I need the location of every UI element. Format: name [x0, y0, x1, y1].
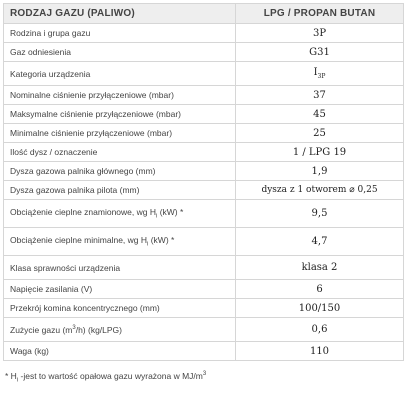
row-value: 6 [236, 280, 404, 299]
label-superscript: 3 [72, 324, 76, 331]
table-row [4, 105, 404, 124]
row-label: Rodzina i grupa gazu [4, 24, 236, 43]
row-label: Nominalne ciśnienie przyłączeniowe (mbar) [4, 86, 236, 105]
row-value: 110 [236, 342, 404, 361]
table-row [4, 181, 404, 200]
table-row [4, 299, 404, 318]
table-row [4, 162, 404, 181]
footnote-text: -jest to wartość opałowa gazu wyrażona w MJ/m [18, 371, 203, 381]
table-row [4, 86, 404, 105]
row-label: Waga (kg) [4, 342, 236, 361]
label-text: Zużycie gazu (m [10, 324, 73, 335]
category-main: I [313, 67, 318, 78]
table-header-row [4, 4, 404, 24]
row-label: Dysza gazowa palnika głównego (mm) [4, 162, 236, 181]
row-label: Napięcie zasilania (V) [4, 280, 236, 299]
label-text: Obciążenie cieplne minimalne, wg H [10, 235, 148, 246]
specifications-table [3, 3, 404, 361]
row-label: Kategoria urządzenia [4, 62, 236, 86]
row-label: Gaz odniesienia [4, 43, 236, 62]
row-label: Minimalne ciśnienie przyłączeniowe (mbar) [4, 124, 236, 143]
row-value: 1,9 [236, 162, 404, 181]
label-text-suffix: (kW) * [148, 235, 175, 246]
table-row [4, 124, 404, 143]
table-row [4, 228, 404, 256]
row-label [4, 228, 236, 256]
header-lpg-propane-butane: LPG / PROPAN BUTAN [236, 4, 404, 24]
table-row [4, 143, 404, 162]
header-gas-type: RODZAJ GAZU (PALIWO) [4, 4, 236, 24]
row-label: Ilość dysz / oznaczenie [4, 143, 236, 162]
row-value: 3P [236, 24, 404, 43]
label-text-suffix: (kW) * [157, 207, 184, 218]
label-subscript: i [147, 241, 149, 248]
row-value: 1 / LPG 19 [236, 143, 404, 162]
label-text: Obciążenie cieplne znamionowe, wg H [10, 207, 156, 218]
row-label: Maksymalne ciśnienie przyłączeniowe (mbar) [4, 105, 236, 124]
row-value: 25 [236, 124, 404, 143]
row-value: 45 [236, 105, 404, 124]
table-row [4, 318, 404, 342]
category-subscript: 3P [317, 73, 326, 80]
footnote [5, 371, 206, 384]
footnote-superscript: 3 [202, 371, 207, 378]
footnote-asterisk: * H [5, 371, 17, 381]
row-value: 4,7 [236, 228, 404, 256]
row-value: dysza z 1 otworem ⌀ 0,25 [236, 181, 404, 200]
row-label: Przekrój komina koncentrycznego (mm) [4, 299, 236, 318]
label-text-suffix: /h) (kg/LPG) [75, 324, 122, 335]
row-value: klasa 2 [236, 256, 404, 280]
table-row [4, 342, 404, 361]
row-label: Klasa sprawności urządzenia [4, 256, 236, 280]
footnote-subscript: i [16, 377, 19, 384]
table-row [4, 280, 404, 299]
row-value: 9,5 [236, 200, 404, 228]
row-value: G31 [236, 43, 404, 62]
row-label [4, 200, 236, 228]
row-label: Dysza gazowa palnika pilota (mm) [4, 181, 236, 200]
row-value: 0,6 [236, 318, 404, 342]
row-value: 37 [236, 86, 404, 105]
table-row [4, 24, 404, 43]
row-value: 100/150 [236, 299, 404, 318]
table-row [4, 256, 404, 280]
table-row [4, 43, 404, 62]
label-subscript: i [156, 213, 158, 220]
table-row [4, 200, 404, 228]
row-value [236, 62, 404, 86]
row-label [4, 318, 236, 342]
table-row [4, 62, 404, 86]
